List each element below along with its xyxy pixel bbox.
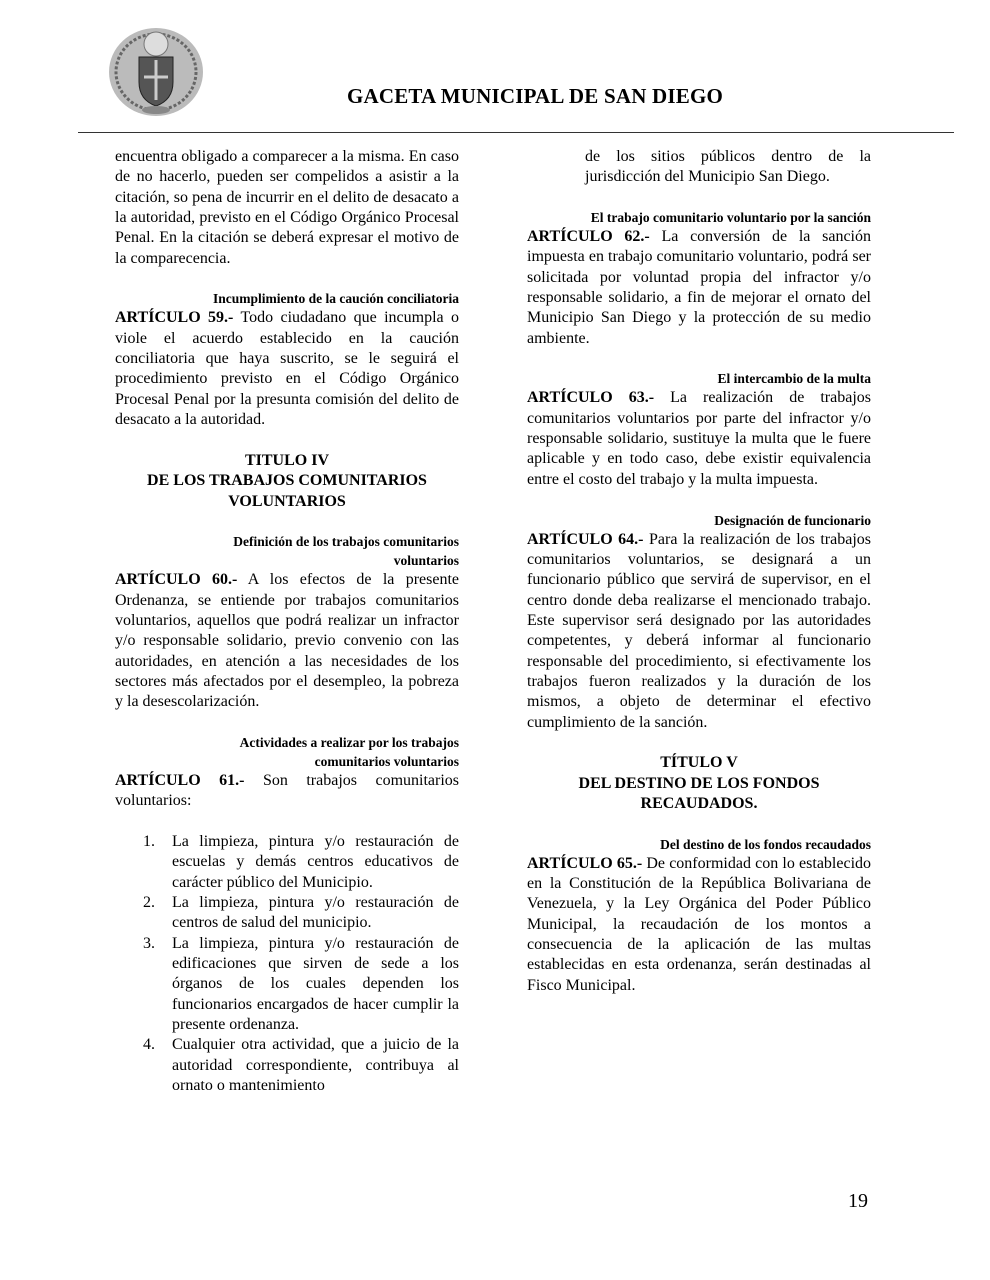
article-label: ARTÍCULO 60.-	[115, 571, 238, 589]
left-column	[115, 147, 459, 1096]
article-64	[527, 530, 871, 733]
article-label: ARTÍCULO 61.-	[115, 771, 245, 789]
article-label: ARTÍCULO 63.-	[527, 389, 655, 407]
article-text: La conversión de la sanción impuesta en trabajo comunitario voluntario, podrá ser solicitada por voluntad propia del infractor y/o responsable solidario, a fin de mejorar el ornato del Municipio San Diego y la protección de su medio ambiente.	[527, 228, 871, 347]
page-number: 19	[848, 1190, 868, 1212]
article-64-heading: Designación de funcionario	[714, 512, 871, 528]
article-65-heading: Del destino de los fondos recaudados	[660, 836, 871, 852]
article-text: A los efectos de la presente Ordenanza, se entiende por trabajos comunitarios voluntarios, aquellos que podrá realizar un infractor y/o responsable solidario, previo convenio con las autoridades, en atención a las necesidades de los sectores más afectados por el desempleo, la pobreza y la desescolarización.	[115, 571, 460, 711]
right-column	[527, 147, 871, 996]
list-item: 1. La limpieza, pintura y/o restauración de escuelas y demás centros educativos de carácter público del Municipio.	[143, 832, 459, 891]
title-line: TÍTULO V	[660, 754, 738, 772]
title-line: DE LOS TRABAJOS COMUNITARIOS	[147, 472, 427, 490]
gazette-title: GACETA MUNICIPAL DE SAN DIEGO	[346, 84, 724, 108]
article-61	[115, 771, 459, 812]
article-text: De conformidad con lo establecido en la Constitución de la República Bolivariana de Venezuela, y la Ley Orgánica del Poder Público Municipal, la recaudación de los montos a consecuencia de la aplicación de las multas establecidas en esta ordenanza, serán destinadas al Fisco Municipal.	[527, 854, 872, 994]
article-text: La realización de trabajos comunitarios voluntarios por parte del infractor y/o responsable solidario, sustituye la multa que le fuere aplicable y en todo caso, debe existir equivalencia entre el costo del trabajo y la multa impuesta.	[527, 389, 872, 488]
article-63	[527, 388, 871, 490]
article-65	[527, 854, 871, 996]
list-item-continuation: de los sitios públicos dentro de la jurisdicción del Municipio San Diego.	[585, 148, 871, 186]
title-line: TITULO IV	[244, 451, 330, 469]
header-divider	[78, 132, 954, 133]
article-label: ARTÍCULO 65.-	[527, 854, 643, 872]
article-text: Para la realización de los trabajos comunitarios voluntarios, se designará a un funcionario público que servirá de supervisor, en el centro donde deba realizarse el mencionado trabajo. Este supervisor será designado por las autoridades competentes, y deberá informar al funcionario responsable del procedimiento, si efectivamente los trabajos fueron realizados y la duración de los mismos, a objeto de determinar el efectivo cumplimiento de la sanción.	[527, 530, 872, 731]
article-59-heading: Incumplimiento de la caución conciliatoria	[213, 291, 459, 307]
article-60	[115, 570, 459, 712]
title-line: DEL DESTINO DE LOS FONDOS	[578, 774, 820, 792]
article-62-heading: El trabajo comunitario voluntario por la sanción	[590, 210, 871, 226]
title-line: RECAUDADOS.	[640, 794, 758, 812]
article-text: Son trabajos comunitarios voluntarios:	[115, 771, 459, 810]
list-item: 2. La limpieza, pintura y/o restauración de centros de salud del municipio.	[143, 894, 459, 932]
list-item: 3. La limpieza, pintura y/o restauración de edificaciones que sirven de sede a los órganos de los cuales dependen los funcionarios encargados de hacer cumplir la presente ordenanza.	[143, 934, 459, 1034]
article-text: Todo ciudadano que incumpla o viole el acuerdo establecido en la caución conciliatoria que haya suscrito, se le seguirá el procedimiento previsto en el Código Orgánico Procesal Penal por la presunta comisión del delito de desacato a la autoridad.	[115, 309, 459, 429]
article-59	[115, 308, 459, 430]
article-63-heading: El intercambio de la multa	[717, 371, 871, 387]
article-60-heading: Definición de los trabajos comunitarios voluntarios	[233, 534, 459, 569]
paragraph-continuation: encuentra obligado a comparecer a la misma. En caso de no hacerlo, pueden ser compelidos a asistir a la citación, so pena de incurrir en el delito de desacato a la autoridad, previsto en el Código Orgánico Procesal Penal. En la citación se deberá expresar el motivo de la comparecencia.	[115, 148, 459, 267]
article-62	[527, 227, 871, 349]
title-iv	[115, 451, 459, 512]
title-v	[527, 753, 871, 814]
article-label: ARTÍCULO 64.-	[527, 530, 644, 548]
article-61-heading: Actividades a realizar por los trabajos comunitarios voluntarios	[239, 734, 459, 769]
article-label: ARTÍCULO 59.-	[115, 309, 234, 327]
title-line: VOLUNTARIOS	[228, 492, 346, 510]
list-item: 4. Cualquier otra actividad, que a juicio de la autoridad correspondiente, contribuya al ornato o mantenimiento	[143, 1036, 459, 1095]
article-label: ARTÍCULO 62.-	[527, 228, 650, 246]
activities-list	[115, 832, 459, 1096]
